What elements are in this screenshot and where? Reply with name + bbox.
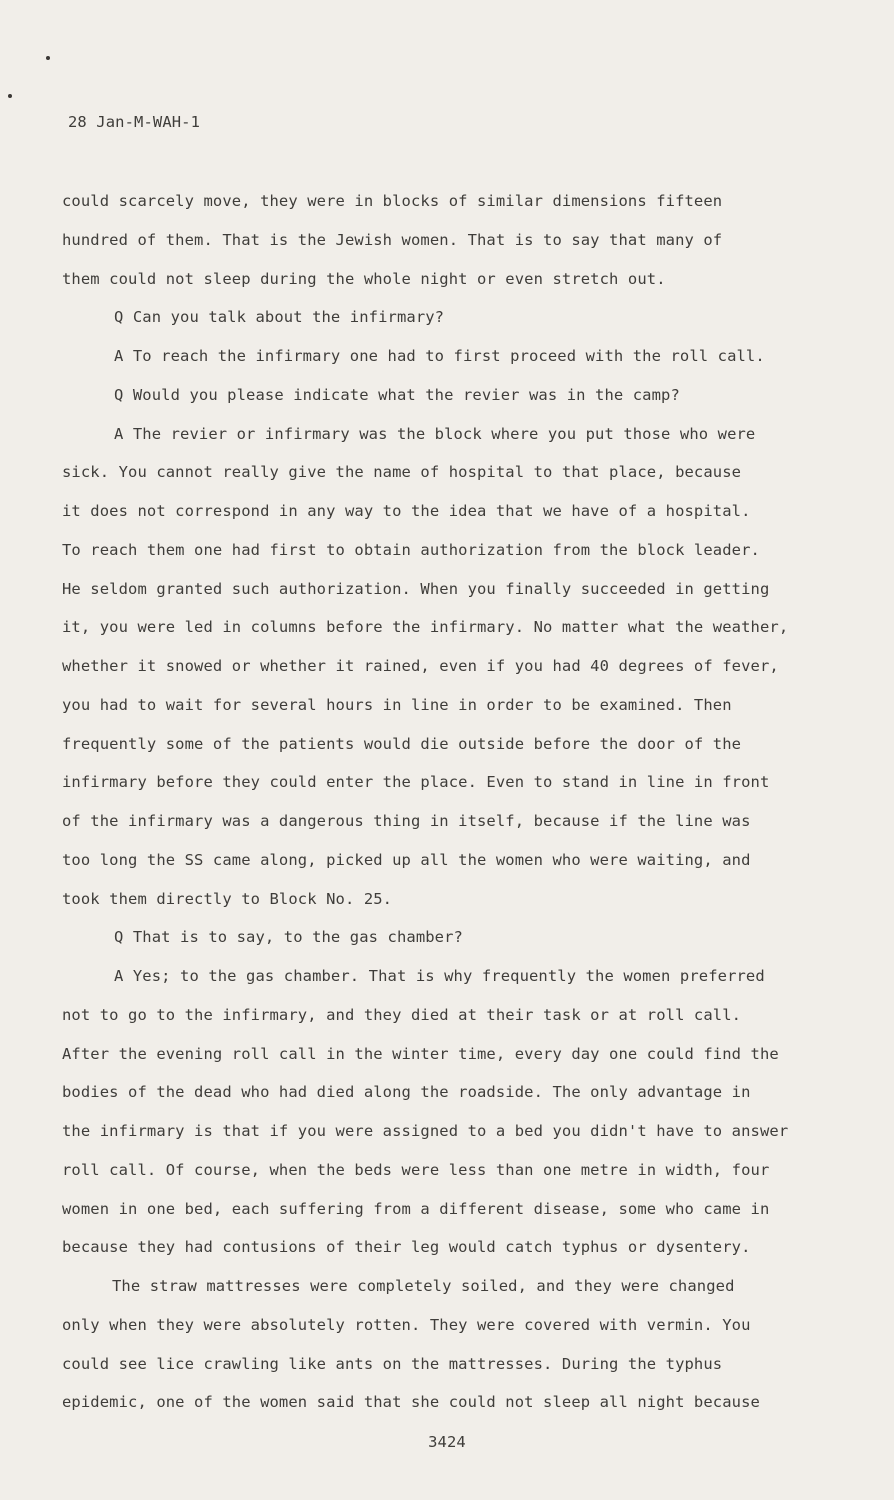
text-line: sick. You cannot really give the name of hospital to that place, because (62, 463, 742, 482)
text-line: infirmary before they could enter the place. Even to stand in line in front (62, 773, 770, 792)
answer-line: A The revier or infirmary was the block where you put those who were (114, 424, 756, 443)
answer-line: A Yes; to the gas chamber. That is why frequently the women preferred (114, 967, 765, 985)
text-line: whether it snowed or whether it rained, even if you had 40 degrees of fever, (62, 657, 779, 675)
text-line: not to go to the infirmary, and they died at their task or at roll call. (62, 1005, 742, 1024)
text-line: because they had contusions of their leg would catch typhus or dysentery. (62, 1238, 751, 1257)
text-line: hundred of them. That is the Jewish women. That is to say that many of (62, 230, 723, 249)
scan-mark (8, 94, 12, 98)
text-line: epidemic, one of the women said that she could not sleep all night because (62, 1393, 760, 1412)
text-line: frequently some of the patients would die outside before the door of the (62, 734, 742, 753)
text-line: it, you were led in columns before the infirmary. No matter what the weather, (62, 618, 789, 637)
scan-mark (46, 56, 50, 60)
text-line: He seldom granted such authorization. When you finally succeeded in getting (62, 579, 770, 598)
question-line: Q That is to say, to the gas chamber? (114, 928, 463, 947)
document-header: 28 Jan-M-WAH-1 (68, 113, 201, 131)
text-line: it does not correspond in any way to the idea that we have of a hospital. (62, 502, 751, 520)
text-line: To reach them one had first to obtain authorization from the block leader. (62, 540, 760, 559)
text-line: bodies of the dead who had died along the roadside. The only advantage in (62, 1083, 751, 1102)
text-line: roll call. Of course, when the beds were less than one metre in width, four (62, 1160, 770, 1179)
paragraph-start-line: The straw mattresses were completely soiled, and they were changed (112, 1277, 735, 1295)
text-line: took them directly to Block No. 25. (62, 889, 393, 908)
question-line: Q Can you talk about the infirmary? (114, 308, 445, 327)
text-line: too long the SS came along, picked up all the women who were waiting, and (62, 850, 751, 869)
text-line: you had to wait for several hours in line in order to be examined. Then (62, 695, 732, 714)
page-number: 3424 (428, 1433, 466, 1451)
text-line: After the evening roll call in the winter time, every day one could find the (62, 1044, 779, 1063)
answer-line: A To reach the infirmary one had to first proceed with the roll call. (114, 347, 765, 365)
text-line: the infirmary is that if you were assigned to a bed you didn't have to answer (62, 1122, 789, 1140)
text-line: of the infirmary was a dangerous thing in itself, because if the line was (62, 812, 751, 830)
text-line: could see lice crawling like ants on the mattresses. During the typhus (62, 1354, 723, 1373)
question-line: Q Would you please indicate what the revier was in the camp? (114, 385, 680, 404)
text-line: women in one bed, each suffering from a different disease, some who came in (62, 1199, 770, 1218)
text-line: could scarcely move, they were in blocks of similar dimensions fifteen (62, 192, 723, 210)
text-line: them could not sleep during the whole night or even stretch out. (62, 269, 666, 288)
document-body (62, 186, 852, 1426)
text-line: only when they were absolutely rotten. They were covered with vermin. You (62, 1315, 751, 1334)
